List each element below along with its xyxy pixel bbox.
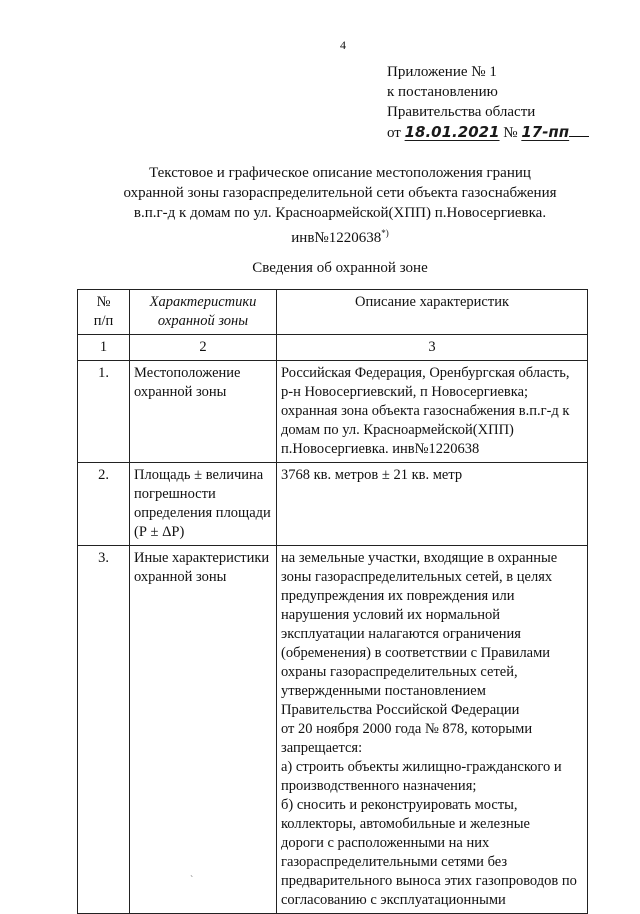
description-line: эксплуатации налагаются ограничения [281, 626, 521, 642]
description-line: запрещается: [281, 740, 363, 756]
row-description [277, 463, 588, 546]
header-number-line-2: п/п [93, 313, 114, 329]
description-line: а) строить объекты жилищно-гражданского и [281, 759, 562, 775]
section-subtitle: Сведения об охранной зоне [252, 260, 428, 276]
appendix-line-3: Правительства области [387, 104, 536, 120]
header-characteristics [130, 290, 277, 335]
description-line: на земельные участки, входящие в охранные [281, 550, 558, 566]
description-line: газораспределительными сетями без [281, 854, 508, 870]
column-number-3: 3 [277, 335, 588, 361]
header-characteristics-line-1: Характеристики [149, 294, 257, 310]
appendix-date-line [387, 122, 589, 143]
description-line: согласованию с эксплуатационными [281, 892, 506, 908]
title-line-2: охранной зоны газораспределительной сети объекта газоснабжения [123, 185, 557, 201]
title-line-3: в.п.г-д к домам по ул. Красноармейской(ХПП) п.Новосергиевка. [133, 205, 547, 221]
description-line: охранная зона объекта газоснабжения в.п.г-д к [281, 403, 570, 419]
description-line: зоны газораспределительных сетей, в целях [281, 569, 553, 585]
title-line-1: Текстовое и графическое описание местоположения границ [149, 165, 531, 181]
description-line: предварительного выноса этих газопроводов по [281, 873, 577, 889]
row-number: 2. [78, 463, 130, 546]
column-number-row [78, 335, 588, 361]
header-number [78, 290, 130, 335]
handwritten-date: 18.01.2021 [404, 123, 500, 141]
table-row [78, 361, 588, 463]
description-line: Российская Федерация, Оренбургская область, [281, 365, 570, 381]
row-characteristic: Площадь ± величина погрешности определения площади (Р ± ΔР) [130, 463, 277, 546]
zone-table [77, 289, 588, 914]
appendix-line-2: к постановлению [387, 84, 498, 100]
table-row [78, 463, 588, 546]
column-number-2: 2 [130, 335, 277, 361]
row-characteristic: Местоположение охранной зоны [130, 361, 277, 463]
description-line: (обременения) в соответствии с Правилами [281, 645, 551, 661]
handwritten-number: 17-пп [521, 123, 570, 141]
title-inventory-number: инв№1220638 [291, 230, 382, 246]
description-line: 3768 кв. метров ± 21 кв. метр [281, 467, 463, 483]
description-line: р-н Новосергиевский, п Новосергиевка; [281, 384, 529, 400]
row-characteristic: Иные характеристики охранной зоны [130, 546, 277, 914]
description-line: охраны газораспределительных сетей, [281, 664, 518, 680]
title-line-4 [60, 223, 620, 248]
description-line: Правительства Российской Федерации [281, 702, 520, 718]
header-description: Описание характеристик [277, 290, 588, 335]
appendix-block [387, 62, 589, 143]
description-line: производственного назначения; [281, 778, 477, 794]
table-header-row [78, 290, 588, 335]
date-prefix: от [387, 125, 401, 141]
document-title [60, 163, 620, 248]
row-description [277, 361, 588, 463]
description-line: утвержденными постановлением [281, 683, 486, 699]
row-number: 1. [78, 361, 130, 463]
page-number: 4 [340, 38, 346, 52]
number-prefix: № [503, 125, 518, 141]
table-body [78, 361, 588, 914]
description-line: от 20 ноября 2000 года № 878, которыми [281, 721, 533, 737]
column-number-1: 1 [78, 335, 130, 361]
description-line: дороги с расположенными на них [281, 835, 490, 851]
row-number: 3. [78, 546, 130, 914]
description-line: предупреждения их повреждения или [281, 588, 515, 604]
number-underline [569, 136, 589, 137]
description-line: коллекторы, автомобильные и железные [281, 816, 530, 832]
description-line: п.Новосергиевка. инв№1220638 [281, 441, 480, 457]
header-number-line-1: № [96, 294, 111, 310]
header-characteristics-line-2: охранной зоны [157, 313, 249, 329]
description-line: б) сносить и реконструировать мосты, [281, 797, 518, 813]
description-line: домам по ул. Красноармейской(ХПП) [281, 422, 514, 438]
row-description [277, 546, 588, 914]
scan-mark: ` [190, 875, 194, 886]
appendix-line-1: Приложение № 1 [387, 64, 497, 80]
title-footnote-mark: *) [381, 228, 389, 238]
table-row [78, 546, 588, 914]
description-line: нарушения условий их нормальной [281, 607, 501, 623]
